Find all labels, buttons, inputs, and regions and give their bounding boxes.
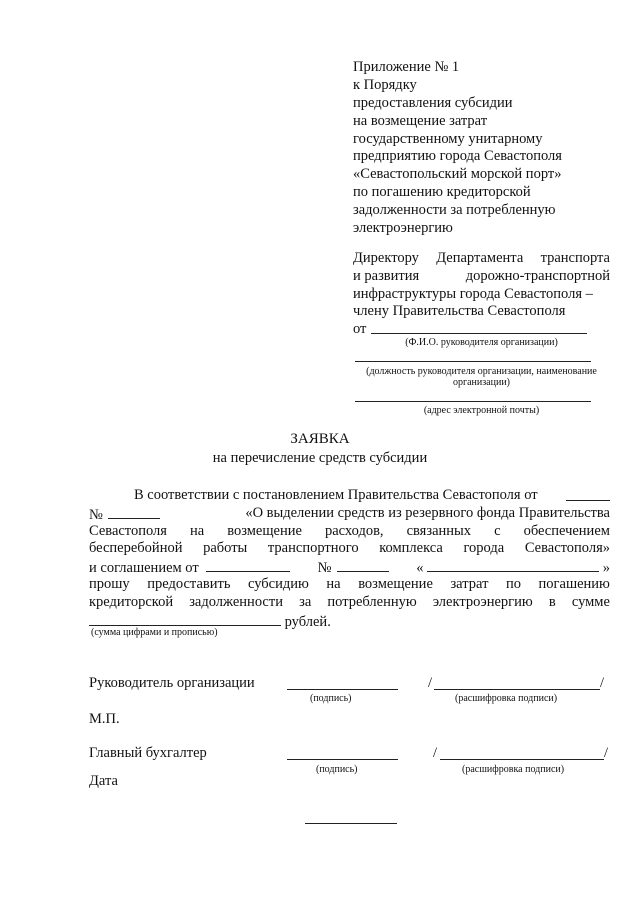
appendix-line: электроэнергию <box>353 220 453 237</box>
resolution-date-field[interactable] <box>566 487 610 501</box>
paragraph-row-7 <box>89 594 610 612</box>
paragraph-word: на <box>189 522 205 539</box>
paragraph-word: сумме <box>571 593 610 610</box>
quote-close: » <box>602 560 610 577</box>
paragraph-row-3 <box>89 523 610 541</box>
accountant-signature-field[interactable] <box>287 759 398 760</box>
paragraph-word: города <box>463 540 505 557</box>
head-decode-caption: (расшифровка подписи) <box>455 693 558 704</box>
head-signature-caption: (подпись) <box>310 693 352 704</box>
addressee-line-4: члену Правительства Севастополя <box>353 303 566 320</box>
paragraph-word: комплекса <box>379 540 443 557</box>
paragraph-word: бесперебойной <box>89 540 183 557</box>
appendix-line: на возмещение затрат <box>353 112 488 129</box>
paragraph-word: с <box>494 522 501 539</box>
appendix-line: «Севастопольский морской порт» <box>353 166 562 183</box>
appendix-line: Приложение № 1 <box>353 59 460 75</box>
paragraph-word: по <box>505 575 521 592</box>
paragraph-word: электроэнергию <box>432 593 533 610</box>
appendix-line: предприятию города Севастополя <box>353 148 562 165</box>
request-paragraph <box>89 487 610 629</box>
paragraph-word: расходов, <box>324 522 384 539</box>
accountant-label: Главный бухгалтер <box>89 745 207 761</box>
agreement-date-group <box>89 558 290 576</box>
paragraph-text: и соглашением от <box>89 560 199 577</box>
paragraph-word: предоставить <box>147 575 231 592</box>
director-name-caption: (Ф.И.О. руководителя организации) <box>405 337 558 348</box>
position-caption-2: организации) <box>452 377 511 388</box>
head-signature-field[interactable] <box>287 689 398 690</box>
paragraph-word: прошу <box>89 575 130 592</box>
appendix-line: предоставления субсидии <box>353 94 513 111</box>
head-slash-left: / <box>428 675 433 691</box>
agreement-number-field[interactable] <box>337 558 389 572</box>
addressee-line-2b: дорожно-транспортной <box>465 267 610 284</box>
paragraph-word: работы <box>203 540 248 557</box>
position-field[interactable] <box>355 361 591 362</box>
paragraph-row-1 <box>89 487 610 505</box>
paragraph-row-2 <box>89 505 610 523</box>
paragraph-word: на <box>326 575 341 592</box>
appendix-line: государственному унитарному <box>353 130 543 147</box>
paragraph-word: потребленную <box>327 593 417 610</box>
paragraph-row-6 <box>89 576 610 594</box>
agreement-date-field[interactable] <box>206 558 290 572</box>
accountant-decode-caption: (расшифровка подписи) <box>462 764 565 775</box>
appendix-line: задолженности за потребленную <box>353 202 556 219</box>
accountant-slash-left: / <box>433 745 438 761</box>
paragraph-text: В соответствии с постановлением Правительства Севастополя от <box>134 487 538 503</box>
paragraph-word: обеспечением <box>523 522 610 539</box>
document-subtitle: на перечисление средств субсидии <box>212 450 428 466</box>
email-field[interactable] <box>355 401 591 402</box>
paragraph-word: Севастополя <box>89 522 167 539</box>
paragraph-word: в <box>548 593 556 610</box>
accountant-slash-right: / <box>604 745 609 761</box>
paragraph-row-4 <box>89 540 610 558</box>
head-decode-field[interactable] <box>434 689 600 690</box>
paragraph-word: связанных <box>406 522 472 539</box>
resolution-number-group <box>89 505 160 523</box>
position-caption-1: (должность руководителя организации, наименование <box>366 366 597 377</box>
paragraph-word: возмещение <box>227 522 302 539</box>
paragraph-word: погашению <box>538 575 610 592</box>
head-slash-right: / <box>600 675 605 691</box>
addressee-line-2 <box>353 268 610 286</box>
addressee-line-1: Директору Департамента транспорта <box>353 250 610 266</box>
appendix-line: к Порядку <box>353 76 417 93</box>
stamp-label: М.П. <box>89 711 120 727</box>
date-label: Дата <box>89 773 118 789</box>
paragraph-word: задолженности <box>189 593 283 610</box>
addressee-block <box>353 250 610 339</box>
rubles-label: рублей. <box>284 613 331 630</box>
appendix-line: по погашению кредиторской <box>353 184 531 201</box>
number-sign: № <box>317 560 332 577</box>
paragraph-word: субсидию <box>248 575 309 592</box>
appendix-block <box>353 59 562 238</box>
agreement-number-group <box>318 558 389 576</box>
sum-caption: (сумма цифрами и прописью) <box>91 627 218 638</box>
addressee-line-2a: и развития <box>353 267 420 284</box>
paragraph-word: транспортного <box>267 540 359 557</box>
email-caption: (адрес электронной почты) <box>423 405 540 416</box>
head-label: Руководитель организации <box>89 675 255 691</box>
paragraph-text: «О выделении средств из резервного фонда Правительства <box>245 504 610 521</box>
sum-field[interactable] <box>89 612 281 626</box>
from-label: от <box>353 321 367 338</box>
paragraph-word: Севастополя» <box>524 540 610 557</box>
paragraph-word: возмещение <box>358 575 433 592</box>
paragraph-word: за <box>299 593 312 610</box>
agreement-name-field[interactable] <box>427 558 599 572</box>
paragraph-word: кредиторской <box>89 593 174 610</box>
paragraph-word: затрат <box>450 575 489 592</box>
number-sign: № <box>89 506 103 523</box>
resolution-number-field[interactable] <box>108 505 160 519</box>
quote-open: « <box>416 560 424 577</box>
document-title: ЗАЯВКА <box>290 431 350 447</box>
addressee-line-3: инфраструктуры города Севастополя – <box>353 285 593 302</box>
director-name-field[interactable] <box>371 333 587 334</box>
agreement-name-group <box>416 558 610 576</box>
accountant-signature-caption: (подпись) <box>316 764 358 775</box>
accountant-decode-field[interactable] <box>440 759 604 760</box>
paragraph-row-5 <box>89 558 610 576</box>
date-field[interactable] <box>305 823 397 824</box>
